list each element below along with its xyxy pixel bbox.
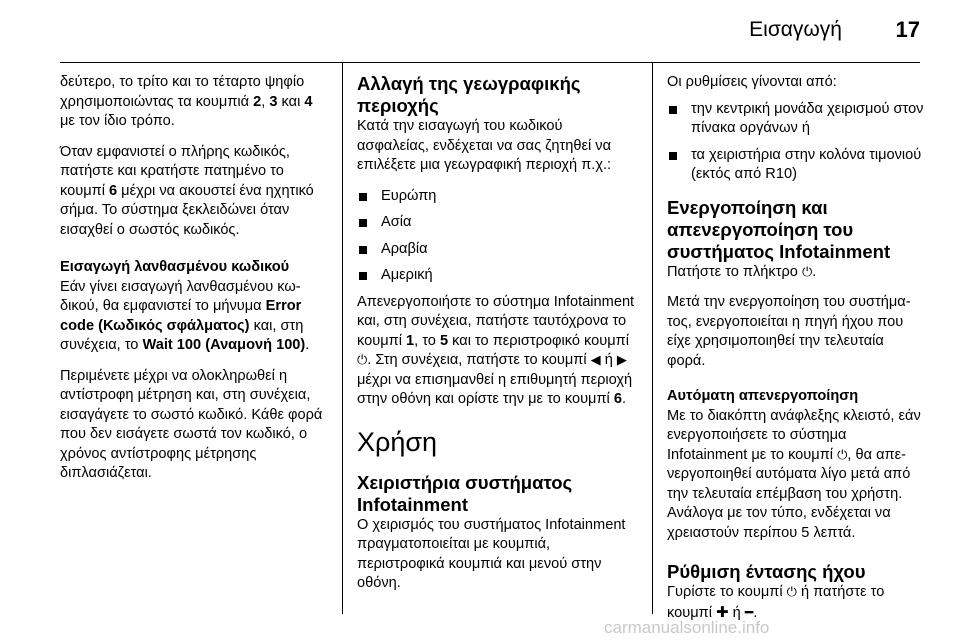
list-item: Αμερική bbox=[357, 266, 635, 286]
minus-icon: ━ bbox=[744, 604, 754, 621]
watermark-text: carmanualsonline.info bbox=[604, 618, 770, 637]
column-divider-2 bbox=[652, 62, 653, 614]
page-number: 17 bbox=[895, 17, 920, 42]
left-arrow-icon: ◀ bbox=[590, 353, 601, 368]
power-knob-icon: ⏻ bbox=[357, 353, 368, 368]
paragraph-settings: Οι ρυθμίσεις γίνονται από: bbox=[667, 74, 837, 90]
paragraph-volume: Γυρίστε το κουμπί ⏻ ή πατήστε το κουμπί ✚ ή ━. bbox=[667, 584, 885, 621]
page-header bbox=[0, 0, 960, 62]
column-2 bbox=[357, 73, 635, 605]
heading-controls: Χειριστήρια συστήματος Infotainment bbox=[357, 471, 573, 515]
column-3 bbox=[667, 73, 925, 634]
column-divider-1 bbox=[342, 62, 343, 614]
paragraph-full-code: Όταν εμφανιστεί ο πλήρης κωδικός, πατήστε και κρατήστε πατημένο το κουμπί 6 μέχρι να ακουστεί ένα ηχητικό σήμα. Το σύστημα ξεκλειδώνει όταν εισαχθεί ο σωστός κωδικός. bbox=[60, 143, 314, 238]
settings-list bbox=[667, 100, 925, 185]
region-list bbox=[357, 187, 635, 286]
list-item: Ασία bbox=[357, 213, 635, 233]
paragraph-wrong-code: Εάν γίνει εισαγωγή λανθασμένου κωδικού, θα εμφανιστεί το μήνυμα Error code (Κωδικός σφάλματος) και, στη συνέχεια, το Wait 100 (Αναμονή 100). bbox=[60, 278, 310, 353]
page-title: Εισαγωγή bbox=[749, 18, 842, 41]
heading-usage: Χρήση bbox=[357, 426, 438, 457]
paragraph-region-intro: Κατά την εισαγωγή του κωδικού ασφαλείας, ενδέχεται να σας ζητηθεί να επιλέξετε μια γεωγραφική περιοχή π.χ.: bbox=[357, 118, 612, 173]
right-arrow-icon: ▶ bbox=[616, 353, 627, 368]
power-icon: ⏻ bbox=[837, 447, 848, 463]
plus-icon: ✚ bbox=[716, 602, 729, 621]
header-rule bbox=[60, 62, 920, 63]
list-item: τα χειριστήρια στην κολόνα τιμονιού (εκτός από R10) bbox=[667, 146, 925, 185]
paragraph-power-on: Μετά την ενεργοποίηση του συστήματος, ενεργοποιείται η πηγή ήχου που είχε χρησιμοποιηθεί την τελευταία φορά. bbox=[667, 294, 911, 369]
list-item: Ευρώπη bbox=[357, 187, 635, 207]
list-item: Αραβία bbox=[357, 240, 635, 260]
paragraph-digits: δεύτερο, το τρίτο και το τέταρτο ψηφίο χρησιμοποιώντας τα κουμπιά 2, 3 και 4 με τον ίδιο τρόπο. bbox=[60, 74, 313, 129]
paragraph-region-steps: Απενεργοποιήστε το σύστημα Infotainment και, στη συνέχεια, πατήστε ταυτόχρονα το κουμπί 1, το 5 και το περιστροφικό κουμπί ⏻. Στη συνέχεια, πατήστε το κουμπί ◀ ή ▶ μέχρι να επισημανθεί η επιθυμητή περιοχή στην οθόνη και ορίστε την με το κουμπί 6. bbox=[357, 293, 635, 407]
paragraph-controls: Ο χειρισμός του συστήματος Infotainment πραγματοποιείται με κουμπιά, περιστροφικά κουμπιά και μενού στην οθόνη. bbox=[357, 516, 626, 591]
power-icon: ⏻ bbox=[786, 585, 797, 600]
heading-region-change: Αλλαγή της γεωγραφικής περιοχής bbox=[357, 73, 581, 116]
power-icon: ⏻ bbox=[801, 264, 813, 280]
paragraph-auto-off: Με το διακόπτη ανάφλεξης κλειστό, εάν ενεργοποιήσετε το σύστημα Infotainment με το κουμπί ⏻, θα απενεργοποιηθεί αυτόματα λίγο μετά από την τελευταία επέμβαση του χρήστη. Ανάλογα με τον τύπο, ενδέχεται να χρειαστούν περίπου 5 λεπτά. bbox=[667, 407, 921, 541]
subheading-auto-off: Αυτόματη απενεργοποίηση bbox=[667, 388, 859, 404]
column-1 bbox=[60, 73, 328, 495]
heading-volume: Ρύθμιση έντασης ήχου bbox=[667, 561, 866, 582]
list-item: την κεντρική μονάδα χειρισμού στον πίνακα οργάνων ή bbox=[667, 100, 925, 139]
heading-power: Ενεργοποίηση και απενεργοποίηση του συστήματος Infotainment bbox=[667, 196, 891, 262]
paragraph-countdown: Περιμένετε μέχρι να ολοκληρωθεί η αντίστροφη μέτρηση και, στη συνέχεια, εισαγάγετε το σωστό κωδικό. Κάθε φορά που δεν εισάγετε σωστά τον κωδικό, ο χρόνος αντίστροφης μέτρησης διπλασιάζεται. bbox=[60, 367, 323, 481]
subheading-wrong-code: Εισαγωγή λανθασμένου κωδικού bbox=[60, 259, 290, 275]
paragraph-power-button: Πατήστε το πλήκτρο ⏻. bbox=[667, 263, 817, 280]
